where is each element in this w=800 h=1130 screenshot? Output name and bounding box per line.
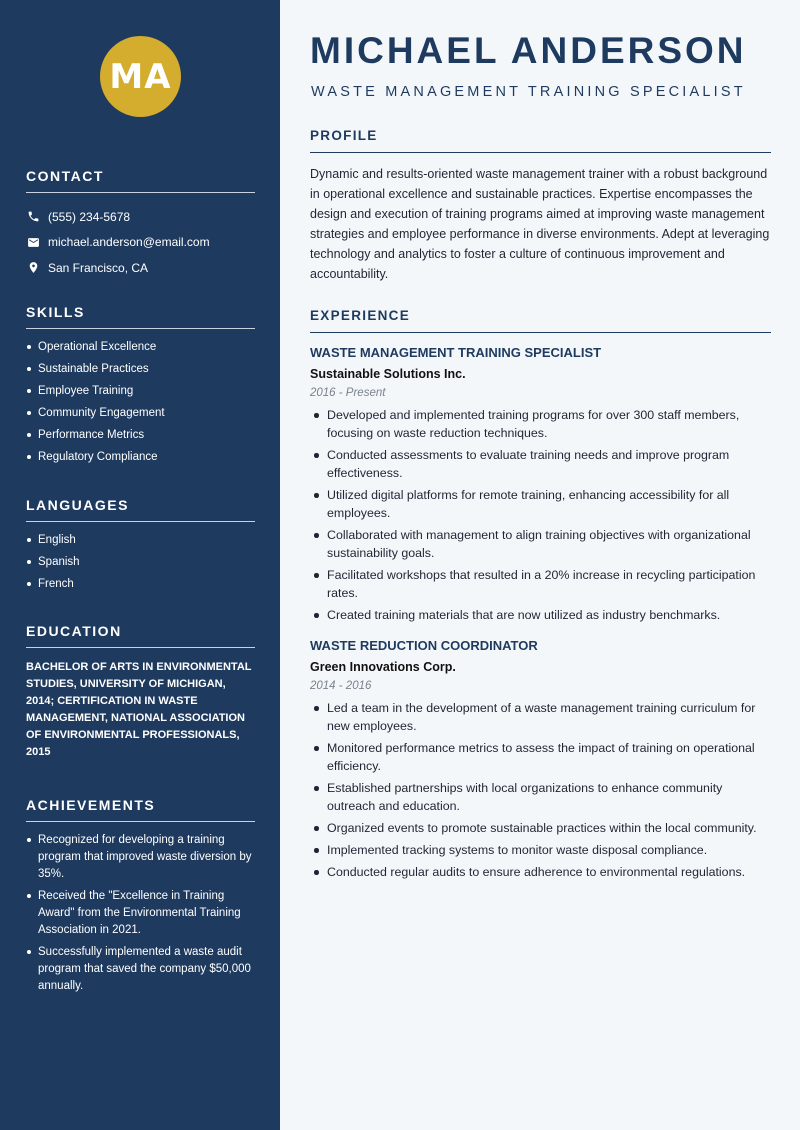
list-item: Collaborated with management to align training objectives with organizational sustainability goals. (310, 526, 771, 562)
skills-section (26, 304, 255, 471)
skills-list (26, 339, 255, 471)
job-bullets (310, 699, 771, 881)
job-entry (310, 638, 771, 881)
sidebar (0, 0, 280, 1130)
list-item: Created training materials that are now utilized as industry benchmarks. (310, 606, 771, 624)
languages-heading: LANGUAGES (26, 497, 255, 522)
contact-heading: CONTACT (26, 168, 255, 193)
list-item: French (26, 576, 255, 598)
education-section (26, 623, 255, 761)
job-entry (310, 345, 771, 624)
list-item: English (26, 532, 255, 554)
list-item: Spanish (26, 554, 255, 576)
list-item: Organized events to promote sustainable practices within the local community. (310, 819, 771, 837)
contact-phone (26, 204, 255, 230)
education-heading: EDUCATION (26, 623, 255, 648)
list-item: Led a team in the development of a waste management training curriculum for new employees. (310, 699, 771, 735)
list-item: Developed and implemented training programs for over 300 staff members, focusing on waste reduction techniques. (310, 406, 771, 442)
education-text: BACHELOR OF ARTS IN ENVIRONMENTAL STUDIES, UNIVERSITY OF MICHIGAN, 2014; CERTIFICATION IN WASTE MANAGEMENT, NATIONAL ASSOCIATION OF ENVIRONMENTAL PROFESSIONALS, 2015 (26, 661, 252, 758)
profile-heading: PROFILE (310, 128, 771, 153)
job-bullets (310, 406, 771, 624)
contact-section (26, 168, 255, 281)
profile-section (310, 128, 771, 284)
list-item: Conducted regular audits to ensure adherence to environmental regulations. (310, 863, 771, 881)
list-item: Monitored performance metrics to assess the impact of training on operational efficiency. (310, 739, 771, 775)
avatar (100, 36, 181, 117)
contact-location (26, 255, 255, 281)
location-pin-icon (26, 261, 40, 275)
experience-heading: EXPERIENCE (310, 308, 771, 333)
list-item: Received the "Excellence in Training Award" from the Environmental Training Association in 2021. (26, 888, 255, 939)
contact-list (26, 204, 255, 281)
list-item: Community Engagement (26, 405, 255, 427)
list-item: Utilized digital platforms for remote training, enhancing accessibility for all employees. (310, 486, 771, 522)
achievements-list (26, 832, 255, 995)
mail-icon (26, 235, 40, 249)
list-item: Facilitated workshops that resulted in a 20% increase in recycling participation rates. (310, 566, 771, 602)
languages-section (26, 497, 255, 598)
list-item: Performance Metrics (26, 427, 255, 449)
candidate-name: MICHAEL ANDERSON (310, 30, 747, 71)
phone-text: (555) 234-5678 (48, 209, 131, 224)
contact-email (26, 230, 255, 256)
achievements-section (26, 797, 255, 1000)
list-item: Operational Excellence (26, 339, 255, 361)
job-dates: 2016 - Present (310, 387, 386, 399)
list-item: Recognized for developing a training program that improved waste diversion by 35%. (26, 832, 255, 883)
job-title: WASTE MANAGEMENT TRAINING SPECIALIST (310, 345, 602, 360)
main-content (280, 0, 800, 1130)
list-item: Employee Training (26, 383, 255, 405)
email-text: michael.anderson@email.com (48, 235, 210, 250)
list-item: Regulatory Compliance (26, 449, 255, 471)
location-text: San Francisco, CA (48, 260, 149, 275)
job-dates: 2014 - 2016 (310, 680, 372, 692)
experience-section (310, 308, 771, 885)
skills-heading: SKILLS (26, 304, 255, 329)
phone-icon (26, 210, 40, 224)
list-item: Established partnerships with local organizations to enhance community outreach and education. (310, 779, 771, 815)
list-item: Conducted assessments to evaluate training needs and improve program effectiveness. (310, 446, 771, 482)
achievements-heading: ACHIEVEMENTS (26, 797, 255, 822)
list-item: Successfully implemented a waste audit program that saved the company $50,000 annually. (26, 944, 255, 995)
profile-text: Dynamic and results-oriented waste management trainer with a robust background in operational excellence and sustainable practices. Expertise encompasses the design and execution of training programs aimed at improving waste management strategies and employee performance in diverse environments. Adept at leveraging technology and analytics to foster a culture of continuous improvement and accountability. (310, 167, 770, 281)
job-title-header: WASTE MANAGEMENT TRAINING SPECIALIST (311, 84, 746, 100)
job-title: WASTE REDUCTION COORDINATOR (310, 638, 538, 653)
avatar-initials: MA (109, 56, 172, 97)
job-company: Green Innovations Corp. (310, 660, 456, 674)
job-company: Sustainable Solutions Inc. (310, 367, 466, 381)
languages-list (26, 532, 255, 598)
list-item: Sustainable Practices (26, 361, 255, 383)
list-item: Implemented tracking systems to monitor waste disposal compliance. (310, 841, 771, 859)
